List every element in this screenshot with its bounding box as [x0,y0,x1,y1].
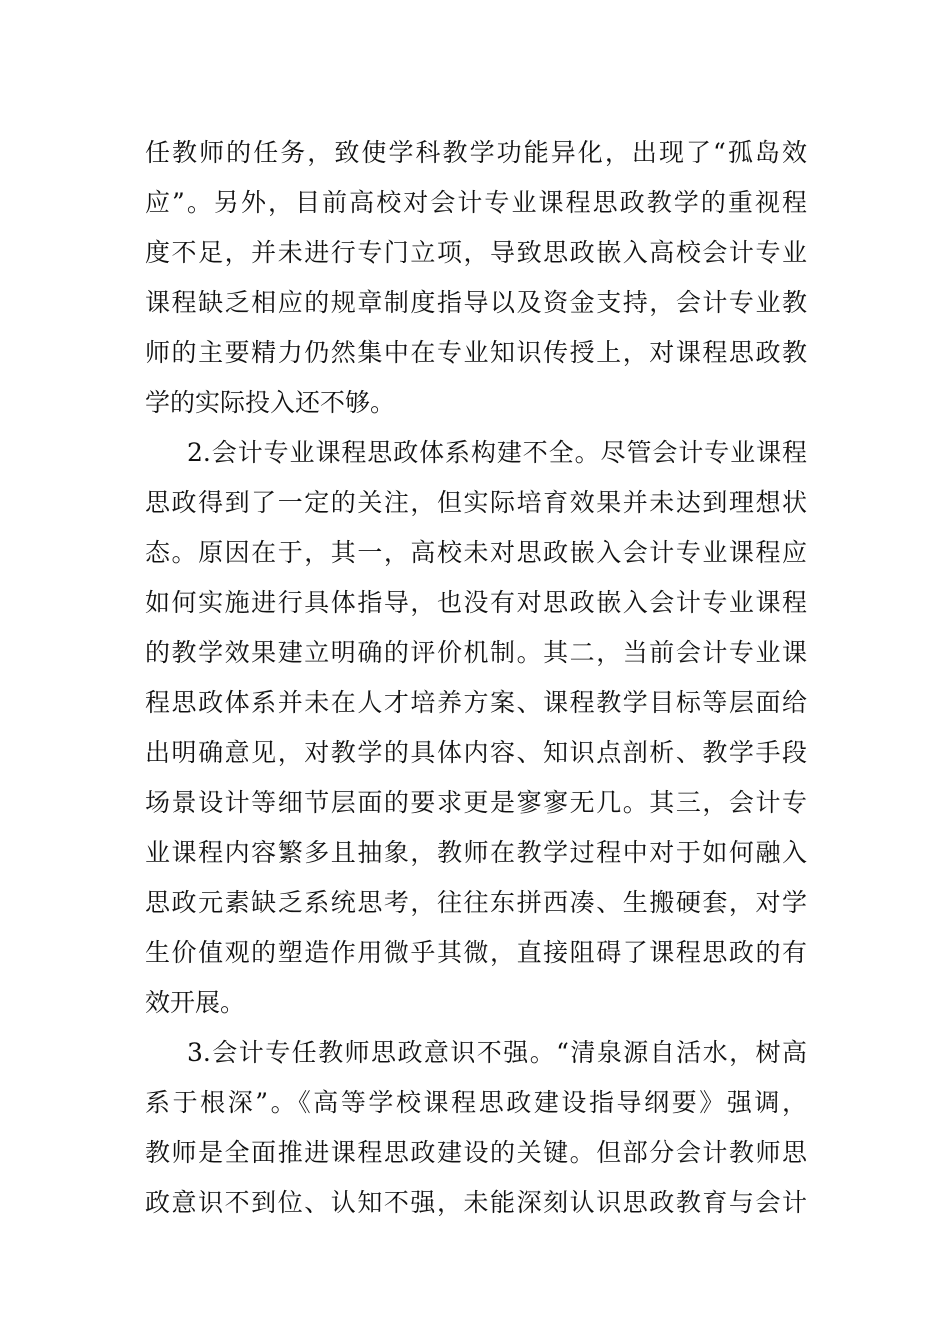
text-line: 系于根深”。《高等学校课程思政建设指导纲要》强调， [145,1088,807,1117]
text-line: 应”。另外，目前高校对会计专业课程思政教学的重视程 [145,188,807,217]
text-line: 学的实际投入还不够。 [145,388,396,417]
text-line: 任教师的任务，致使学科教学功能异化，出现了“孤岛效 [145,138,807,167]
text-line: 度不足，并未进行专门立项，导致思政嵌入高校会计专业 [145,238,807,267]
text-line: 课程缺乏相应的规章制度指导以及资金支持，会计专业教 [145,288,807,317]
text-line: 的教学效果建立明确的评价机制。其二，当前会计专业课 [145,638,807,667]
text-line: 程思政体系并未在人才培养方案、课程教学目标等层面给 [145,688,807,717]
text-line: 效开展。 [145,988,246,1017]
text-line: 业课程内容繁多且抽象，教师在教学过程中对于如何融入 [145,838,807,867]
paragraph-heading-line: 2.会计专业课程思政体系构建不全。尽管会计专业课程 [187,438,807,467]
text-line: 生价值观的塑造作用微乎其微，直接阻碍了课程思政的有 [145,938,807,967]
text-line: 如何实施进行具体指导，也没有对思政嵌入会计专业课程 [145,588,807,617]
text-line: 场景设计等细节层面的要求更是寥寥无几。其三，会计专 [145,788,807,817]
text-line: 教师是全面推进课程思政建设的关键。但部分会计教师思 [145,1138,807,1167]
text-line: 思政得到了一定的关注，但实际培育效果并未达到理想状 [145,488,807,517]
text-line: 思政元素缺乏系统思考，往往东拼西凑、生搬硬套，对学 [145,888,807,917]
text-line: 态。原因在于，其一，高校未对思政嵌入会计专业课程应 [145,538,807,567]
text-line: 出明确意见，对教学的具体内容、知识点剖析、教学手段 [145,738,807,767]
text-line: 师的主要精力仍然集中在专业知识传授上，对课程思政教 [145,338,807,367]
text-line: 政意识不到位、认知不强，未能深刻认识思政教育与会计 [145,1188,807,1217]
paragraph-heading-line: 3.会计专任教师思政意识不强。“清泉源自活水，树高 [187,1038,807,1067]
